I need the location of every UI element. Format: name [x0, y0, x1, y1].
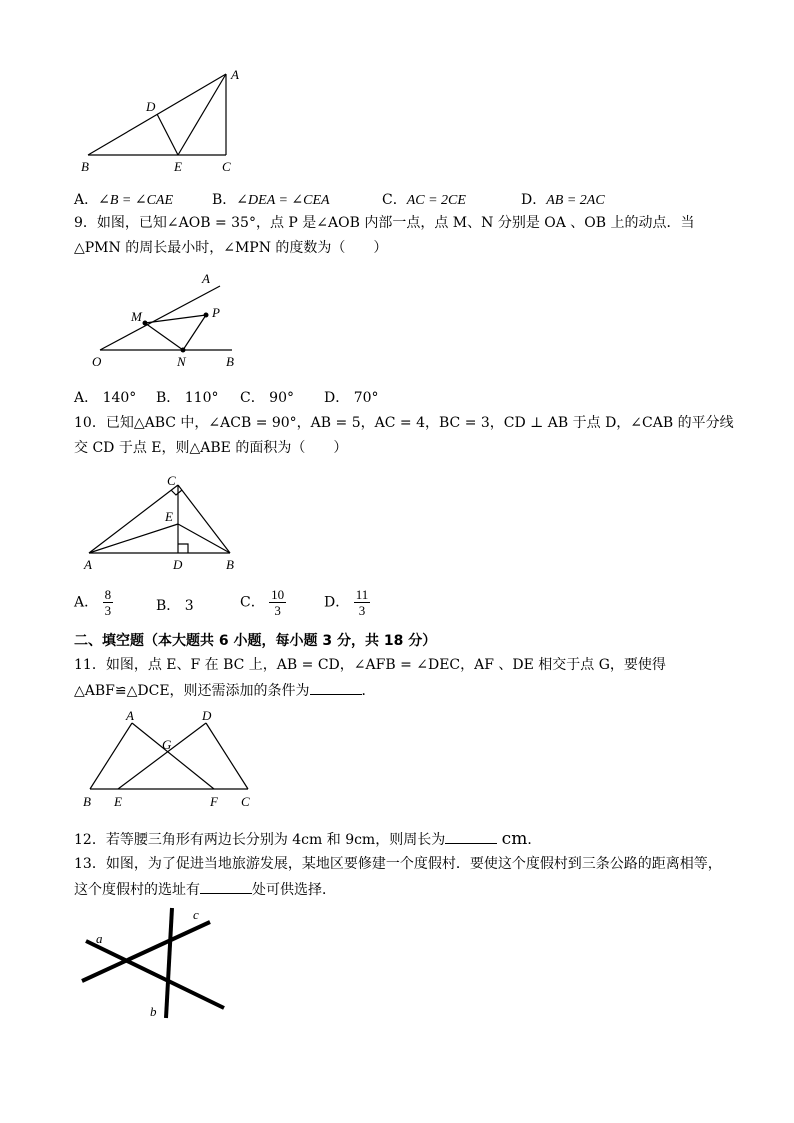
seg-BA — [90, 723, 132, 789]
q8-figure — [76, 64, 256, 176]
seg-CB — [178, 485, 230, 553]
label-b: b — [150, 1004, 157, 1019]
seg-MP — [145, 315, 206, 323]
q10-option-d[interactable]: D． $\frac{11}{3}$ — [324, 587, 369, 618]
q12-answer-blank[interactable] — [445, 829, 497, 844]
seg-PN — [183, 315, 206, 350]
q9-option-d[interactable]: D． 70° — [324, 390, 379, 406]
q10-stem-line1: 10．已知△ABC 中，∠ACB = 90°，AB = 5，AC = 4，BC = 3，CD ⊥ AB 于点 D，∠CAB 的平分线 — [74, 415, 734, 431]
q9-option-b[interactable]: B． 110° — [156, 390, 219, 406]
q11-stem-line2: △ABF≌△DCE，则还需添加的条件为 ． — [74, 680, 376, 701]
q10-option-c[interactable]: C． $\frac{10}{3}$ — [240, 587, 285, 618]
q9-stem-line2: △PMN 的周长最小时，∠MPN 的度数为（ ） — [74, 240, 388, 256]
label-A: A — [126, 708, 134, 723]
ray-OA — [100, 286, 220, 350]
label-B: B — [226, 557, 234, 572]
seg-DE — [157, 114, 178, 155]
label-a: a — [96, 931, 103, 946]
point-N — [181, 348, 186, 353]
seg-EA — [178, 74, 226, 155]
q11-answer-blank[interactable] — [310, 680, 362, 695]
q12-stem: 12．若等腰三角形有两边长分别为 4cm 和 9cm，则周长为 cm． — [74, 829, 542, 849]
q13-stem-line2: 这个度假村的选址有 处可供选择． — [74, 879, 336, 900]
section-fill-in-heading: 二、填空题（本大题共 6 小题，每小题 3 分，共 18 分） — [74, 633, 437, 649]
seg-AF — [132, 723, 214, 789]
q8-option-d[interactable]: D．AB = 2AC — [521, 192, 605, 208]
q8-option-c[interactable]: C．AC = 2CE — [382, 192, 466, 208]
q11-stem-line1: 11．如图，点 E、F 在 BC 上，AB = CD，∠AFB = ∠DEC，AF 、DE 相交于点 G，要使得 — [74, 657, 666, 673]
label-A: A — [84, 557, 92, 572]
point-P — [204, 313, 209, 318]
q9-stem-line1: 9．如图，已知∠AOB = 35°，点 P 是∠AOB 内部一点，点 M、N 分别是 OA 、OB 上的动点．当 — [74, 215, 695, 231]
label-D: D — [173, 557, 183, 572]
point-M — [143, 321, 148, 326]
q11-figure — [78, 706, 263, 814]
seg-EB — [178, 524, 230, 553]
label-E: E — [114, 794, 122, 809]
label-c: c — [193, 907, 199, 922]
right-angle-D — [178, 544, 188, 553]
label-C: C — [167, 473, 176, 488]
label-E: E — [165, 509, 173, 524]
label-G: G — [162, 737, 172, 752]
label-M: M — [131, 309, 142, 324]
label-D: D — [146, 99, 156, 114]
label-B: B — [81, 159, 89, 174]
label-F: F — [210, 794, 218, 809]
seg-MN — [145, 323, 183, 350]
label-D: D — [202, 708, 212, 723]
q8-option-a[interactable]: A．∠B = ∠CAE — [74, 192, 174, 208]
road-a — [86, 941, 224, 1008]
label-C: C — [241, 794, 250, 809]
seg-DE — [118, 723, 206, 789]
q9-option-c[interactable]: C． 90° — [240, 390, 294, 406]
q9-figure — [86, 268, 246, 373]
label-C: C — [222, 159, 231, 174]
right-angle-C — [171, 490, 182, 495]
q13-answer-blank[interactable] — [200, 879, 252, 894]
label-N: N — [177, 354, 186, 369]
label-E: E — [174, 159, 182, 174]
q10-figure — [78, 470, 248, 575]
label-B: B — [226, 354, 234, 369]
q9-option-a[interactable]: A． 140° — [74, 390, 137, 406]
q10-option-a[interactable]: A． $\frac{8}{3}$ — [74, 587, 112, 618]
seg-DC — [206, 723, 248, 789]
q10-stem-line2: 交 CD 于点 E，则△ABE 的面积为（ ） — [74, 440, 348, 456]
label-O: O — [92, 354, 102, 369]
q8-option-b[interactable]: B．∠DEA = ∠CEA — [212, 192, 330, 208]
q13-figure — [76, 904, 236, 1024]
q13-stem-line1: 13．如图，为了促进当地旅游发展，某地区要修建一个度假村．要使这个度假村到三条公路的距离相等， — [74, 856, 722, 872]
label-A: A — [231, 67, 239, 82]
label-B: B — [83, 794, 91, 809]
q10-option-b[interactable]: B． 3 — [156, 598, 194, 614]
label-P: P — [212, 305, 220, 320]
label-A: A — [202, 271, 210, 286]
seg-AE — [89, 524, 178, 553]
road-b — [166, 908, 172, 1018]
